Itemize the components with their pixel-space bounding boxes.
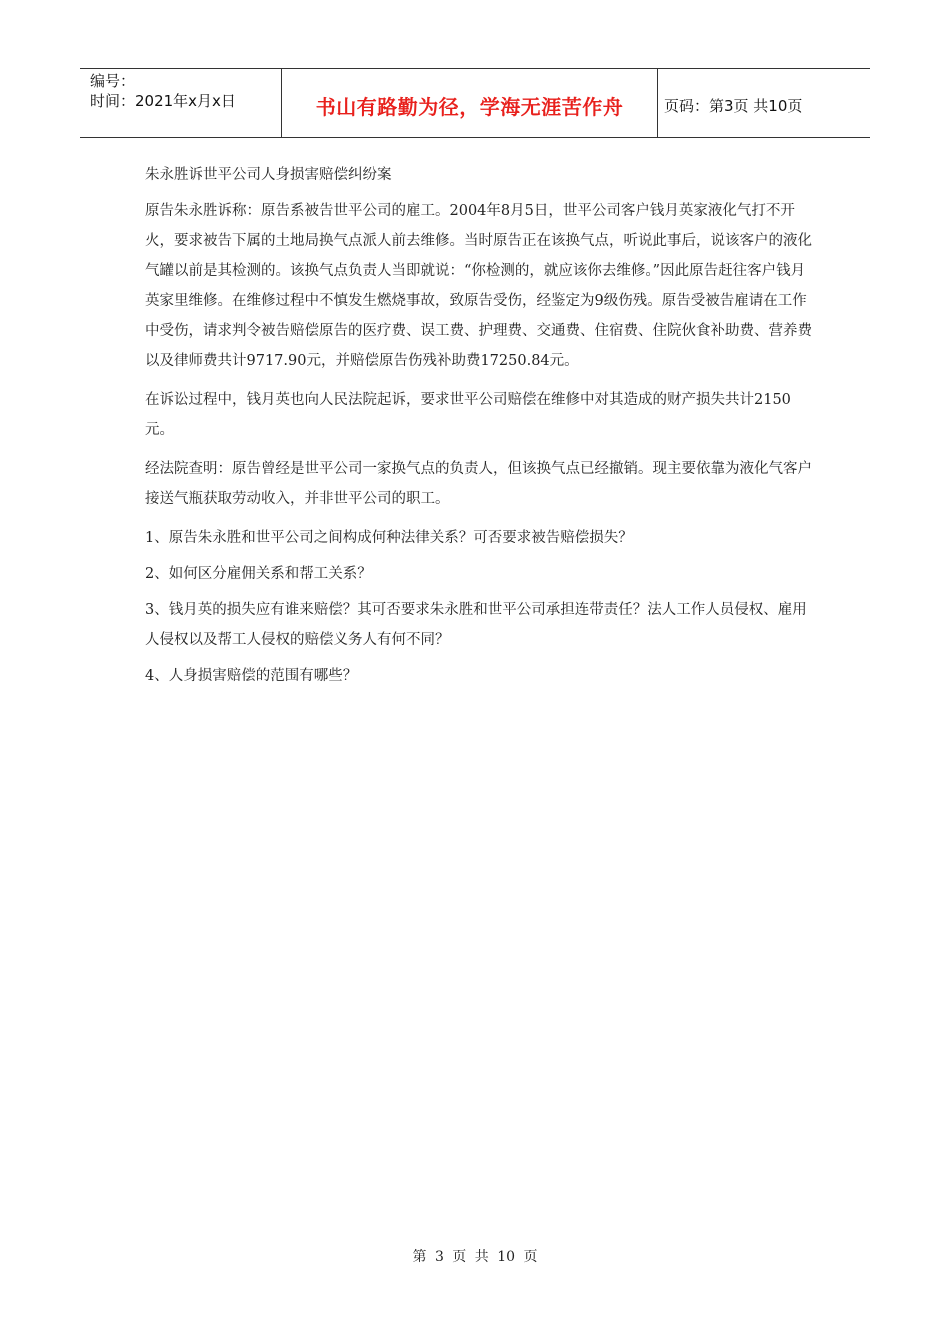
case-title: 朱永胜诉世平公司人身损害赔偿纠纷案 bbox=[145, 167, 392, 183]
question-3: 3、钱月英的损失应有谁来赔偿？其可否要求朱永胜和世平公司承担连带责任？法人工作人员侵权、雇用人侵权以及帮工人侵权的赔偿义务人有何不同？ bbox=[145, 602, 807, 648]
court-findings-paragraph: 经法院查明：原告曾经是世平公司一家换气点的负责人，但该换气点已经撤销。现主要依靠为液化气客户接送气瓶获取劳动收入，并非世平公司的职工。 bbox=[145, 461, 812, 507]
litigation-process-paragraph: 在诉讼过程中，钱月英也向人民法院起诉，要求世平公司赔偿在维修中对其造成的财产损失共计2150元。 bbox=[145, 392, 791, 438]
document-body bbox=[145, 160, 815, 697]
document-date-label: 时间：2021年x月x日 bbox=[90, 92, 236, 110]
page-footer: 第 3 页 共 10 页 bbox=[412, 1249, 538, 1265]
question-1: 1、原告朱永胜和世平公司之间构成何种法律关系？可否要求被告赔偿损失？ bbox=[145, 530, 633, 546]
question-4: 4、人身损害赔偿的范围有哪些？ bbox=[145, 668, 358, 684]
document-number-label: 编号： bbox=[90, 72, 136, 90]
header-motto: 书山有路勤为径，学海无涯苦作舟 bbox=[282, 69, 658, 137]
page-header bbox=[80, 68, 870, 138]
header-meta bbox=[80, 69, 282, 137]
header-page-number: 页码：第3页 共10页 bbox=[664, 96, 803, 115]
question-2: 2、如何区分雇佣关系和帮工关系？ bbox=[145, 566, 372, 582]
plaintiff-claim-paragraph: 原告朱永胜诉称：原告系被告世平公司的雇工。2004年8月5日，世平公司客户钱月英家液化气打不开火，要求被告下属的土地局换气点派人前去维修。当时原告正在该换气点，听说此事后，说该客户的液化气罐以前是其检测的。该换气点负责人当即就说：“你检测的，就应该你去维修。”因此原告赶往客户钱月英家里维修。在维修过程中不慎发生燃烧事故，致原告受伤，经鉴定为9级伤残。原告受被告雇请在工作中受伤，请求判令被告赔偿原告的医疗费、误工费、护理费、交通费、住宿费、住院伙食补助费、营养费以及律师费共计9717.90元，并赔偿原告伤残补助费17250.84元。 bbox=[145, 203, 812, 369]
